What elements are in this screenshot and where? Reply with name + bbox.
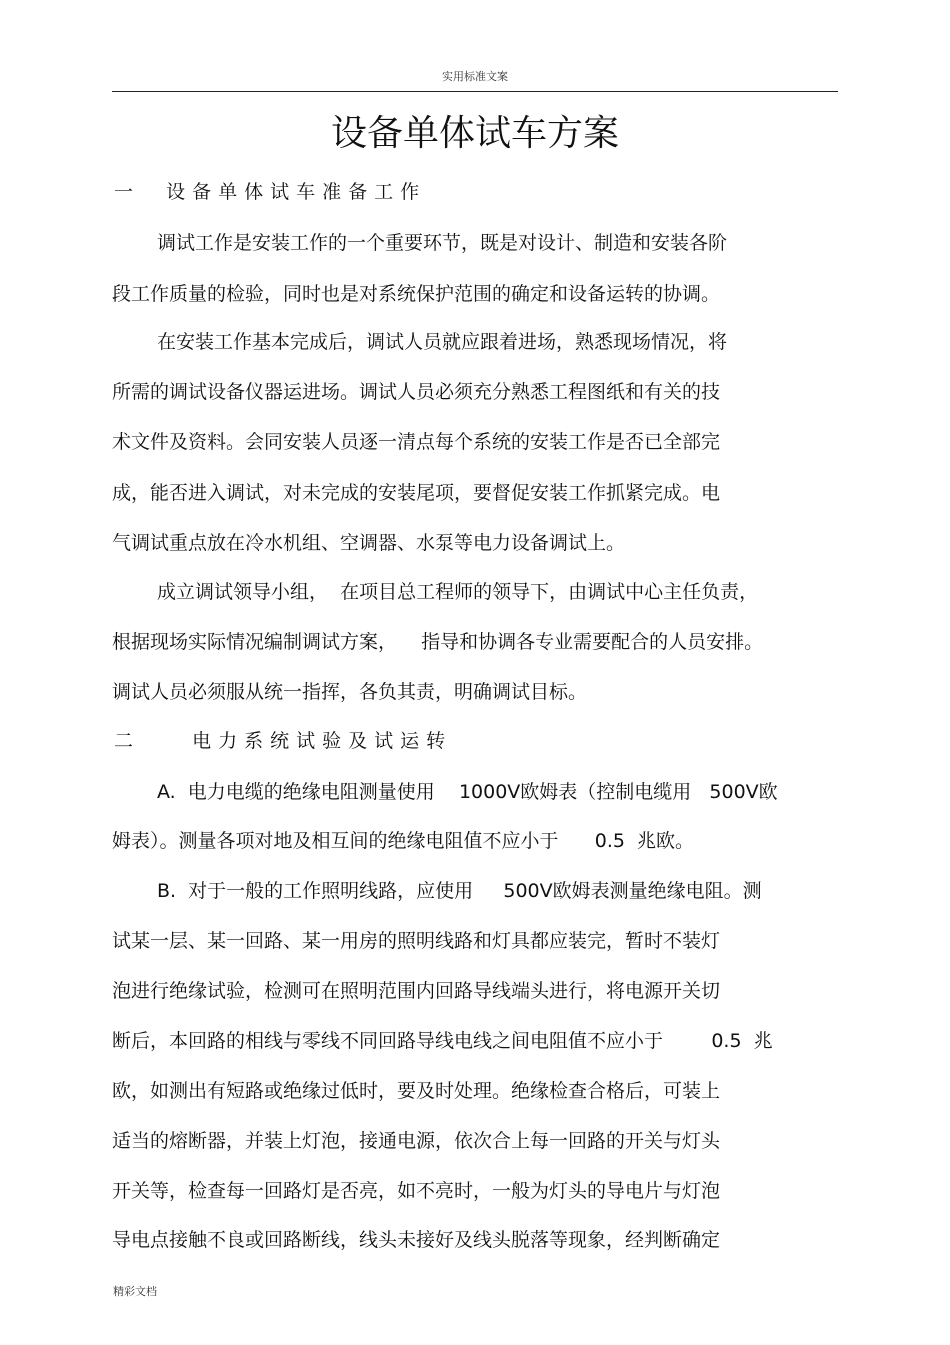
paragraph-line: 试某一层、某一回路、某一用房的照明线路和灯具都应装完，暂时不装灯 [112,930,721,952]
paragraph-line: 调试人员必须服从统一指挥，各负其责，明确调试目标。 [112,681,588,703]
paragraph-line: 成立调试领导小组， 在项目总工程师的领导下，由调试中心主任负责， [157,581,759,603]
paragraph-line: 导电点接触不良或回路断线，线头未接好及线头脱落等现象，经判断确定 [112,1229,721,1251]
paragraph-line: 适当的熔断器，并装上灯泡，接通电源，依次合上每一回路的开关与灯头 [112,1130,721,1152]
paragraph-line: 欧，如测出有短路或绝缘过低时，要及时处理。绝缘检查合格后，可装上 [112,1080,721,1102]
paragraph-line: 断后，本回路的相线与零线不同回路导线电线之间电阻值不应小于 0.5 兆 [112,1030,773,1052]
page-footer-text: 精彩文档 [113,1285,157,1298]
document-title: 设备单体试车方案 [330,113,619,154]
paragraph-line: A. 电力电缆的绝缘电阻测量使用 1000V欧姆表（控制电缆用 500V欧 [157,781,778,803]
paragraph-line: 术文件及资料。会同安装人员逐一清点每个系统的安装工作是否已全部完 [112,431,721,453]
page-header-text: 实用标准文案 [442,70,508,83]
paragraph-line: 气调试重点放在冷水机组、空调器、水泵等电力设备调试上。 [112,532,626,554]
page-header-rule [112,91,838,92]
section-heading: 一 设备单体试车准备工作 [114,181,427,203]
paragraph-line: 泡进行绝缘试验，检测可在照明范围内回路导线端头进行，将电源开关切 [112,980,721,1002]
paragraph-line: 所需的调试设备仪器运进场。调试人员必须充分熟悉工程图纸和有关的技 [112,381,721,403]
paragraph-line: 根据现场实际情况编制调试方案， 指导和协调各专业需要配合的人员安排。 [112,631,764,653]
paragraph-line: 开关等，检查每一回路灯是否亮，如不亮时，一般为灯头的导电片与灯泡 [112,1180,721,1202]
section-heading: 二 电力系统试验及试运转 [114,730,453,752]
paragraph-line: 在安装工作基本完成后，调试人员就应跟着进场，熟悉现场情况，将 [157,331,728,353]
paragraph-line: 成，能否进入调试，对未完成的安装尾项，要督促安装工作抓紧完成。电 [112,482,721,504]
paragraph-line: B. 对于一般的工作照明线路，应使用 500V欧姆表测量绝缘电阻。测 [157,880,762,902]
paragraph-line: 姆表）。测量各项对地及相互间的绝缘电阻值不应小于 0.5 兆欧。 [112,830,695,852]
paragraph-line: 段工作质量的检验，同时也是对系统保护范围的确定和设备运转的协调。 [112,283,721,305]
paragraph-line: 调试工作是安装工作的一个重要环节，既是对设计、制造和安装各阶 [157,232,728,254]
